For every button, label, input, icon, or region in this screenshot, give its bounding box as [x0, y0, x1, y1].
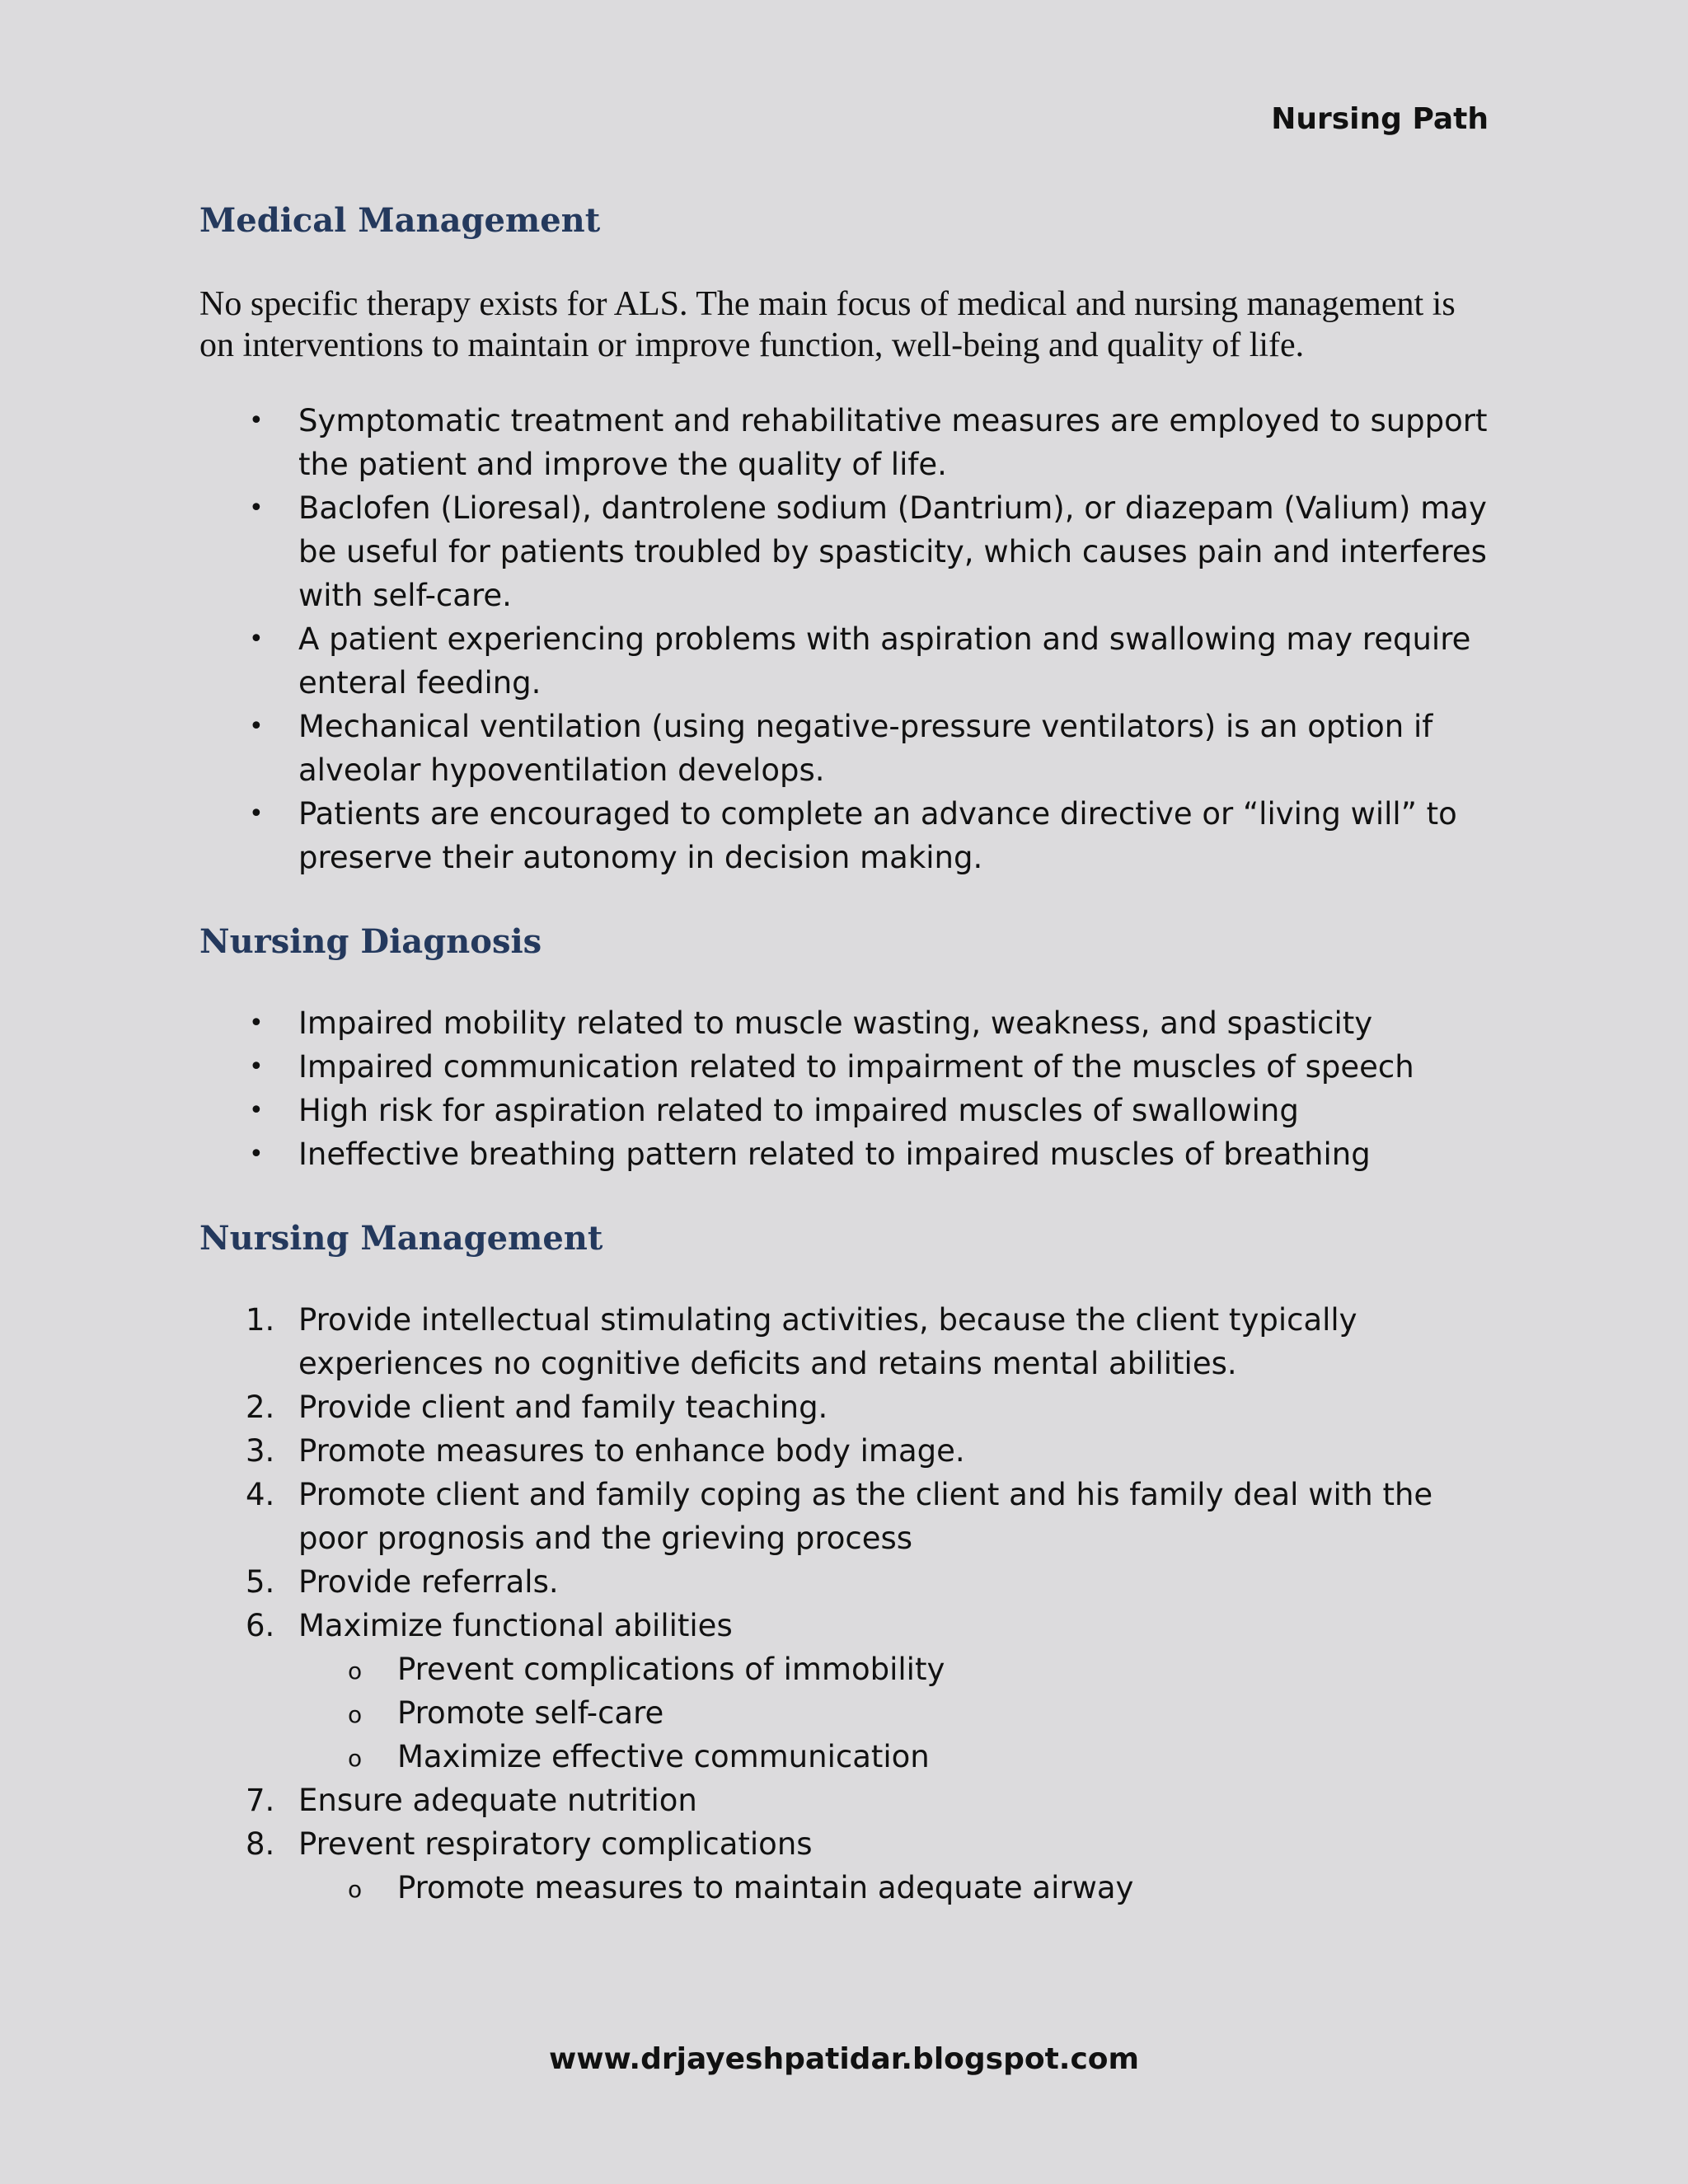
list-item: [199, 1385, 1493, 1429]
list-item: [199, 399, 1493, 486]
sub-list-item-text: Promote self-care: [397, 1695, 664, 1731]
heading-medical-management: Medical Management: [199, 201, 601, 240]
list-item: [199, 1473, 1493, 1560]
list-item-text: Impaired communication related to impairment of the muscles of speech: [298, 1049, 1414, 1085]
list-item-text: Provide intellectual stimulating activities, because the client typically experiences no cognitive deficits and retains mental abilities.: [298, 1302, 1357, 1381]
list-item-text: Promote client and family coping as the client and his family deal with the poor prognosis and the grieving process: [298, 1477, 1433, 1556]
bullet-icon: •: [249, 1009, 264, 1038]
list-item-text: Ineffective breathing pattern related to impaired muscles of breathing: [298, 1137, 1371, 1172]
sub-list: [298, 1866, 1493, 1910]
heading-nursing-management: Nursing Management: [199, 1219, 603, 1258]
list-item-text: Maximize functional abilities: [298, 1608, 733, 1643]
sub-list-item: [298, 1866, 1493, 1910]
list-item: [199, 1132, 1493, 1176]
bullet-icon: •: [249, 1096, 264, 1125]
list-item-text: Prevent respiratory complications: [298, 1826, 813, 1862]
sub-list-item-text: Prevent complications of immobility: [397, 1652, 945, 1687]
bullet-icon: •: [249, 406, 264, 435]
nursing-management-list: [199, 1298, 1493, 1910]
list-item-text: A patient experiencing problems with aspiration and swallowing may require enteral feeding.: [298, 621, 1471, 701]
sub-list: [298, 1647, 1493, 1779]
list-item: [199, 1604, 1493, 1779]
bullet-icon: •: [249, 1052, 264, 1081]
list-item: [199, 1089, 1493, 1132]
sub-list-item-text: Promote measures to maintain adequate airway: [397, 1870, 1134, 1905]
sub-list-item: [298, 1647, 1493, 1691]
list-item-text: Impaired mobility related to muscle wasting, weakness, and spasticity: [298, 1005, 1373, 1041]
bullet-icon: •: [249, 625, 264, 654]
list-item-text: Promote measures to enhance body image.: [298, 1433, 965, 1469]
footer-url[interactable]: www.drjayeshpatidar.blogspot.com: [548, 2042, 1140, 2076]
circle-bullet-icon: o: [348, 1876, 363, 1903]
list-number: 7.: [246, 1783, 275, 1818]
list-item: [199, 1045, 1493, 1089]
list-number: 2.: [246, 1390, 275, 1425]
medical-management-intro: No specific therapy exists for ALS. The main focus of medical and nursing management is on interventions to maintain or improve function, well-being and quality of life.: [199, 285, 1456, 364]
list-number: 1.: [246, 1302, 275, 1338]
list-number: 6.: [246, 1608, 275, 1643]
list-item: [199, 1429, 1493, 1473]
list-item: [199, 792, 1493, 879]
list-number: 5.: [246, 1564, 275, 1600]
list-number: 8.: [246, 1826, 275, 1862]
nursing-diagnosis-list: [199, 1001, 1493, 1176]
list-item: [199, 486, 1493, 617]
list-item: [199, 617, 1493, 705]
list-item: [199, 705, 1493, 792]
medical-management-list: [199, 399, 1493, 879]
circle-bullet-icon: o: [348, 1701, 363, 1728]
list-item-text: High risk for aspiration related to impaired muscles of swallowing: [298, 1093, 1299, 1128]
circle-bullet-icon: o: [348, 1745, 363, 1772]
sub-list-item: [298, 1735, 1493, 1779]
sub-list-item-text: Maximize effective communication: [397, 1739, 930, 1774]
bullet-icon: •: [249, 494, 264, 523]
bullet-icon: •: [249, 1140, 264, 1169]
list-item: [199, 1779, 1493, 1822]
list-item-text: Provide referrals.: [298, 1564, 559, 1600]
list-item: [199, 1560, 1493, 1604]
list-number: 4.: [246, 1477, 275, 1512]
circle-bullet-icon: o: [348, 1657, 363, 1685]
list-item: [199, 1822, 1493, 1910]
list-item-text: Patients are encouraged to complete an advance directive or “living will” to preserve their autonomy in decision making.: [298, 796, 1457, 875]
list-item-text: Mechanical ventilation (using negative-pressure ventilators) is an option if alveolar hypoventilation develops.: [298, 709, 1433, 788]
content: [199, 194, 1493, 1910]
list-item: [199, 1298, 1493, 1385]
list-number: 3.: [246, 1433, 275, 1469]
header-title: Nursing Path: [1271, 102, 1489, 136]
list-item-text: Provide client and family teaching.: [298, 1390, 828, 1425]
list-item-text: Ensure adequate nutrition: [298, 1783, 697, 1818]
list-item-text: Symptomatic treatment and rehabilitative measures are employed to support the patient and improve the quality of life.: [298, 403, 1488, 482]
bullet-icon: •: [249, 799, 264, 828]
list-item: [199, 1001, 1493, 1045]
bullet-icon: •: [249, 712, 264, 741]
list-item-text: Baclofen (Lioresal), dantrolene sodium (Dantrium), or diazepam (Valium) may be useful for patients troubled by spasticity, which causes pain and interferes with self-care.: [298, 490, 1487, 613]
heading-nursing-diagnosis: Nursing Diagnosis: [199, 922, 542, 961]
sub-list-item: [298, 1691, 1493, 1735]
